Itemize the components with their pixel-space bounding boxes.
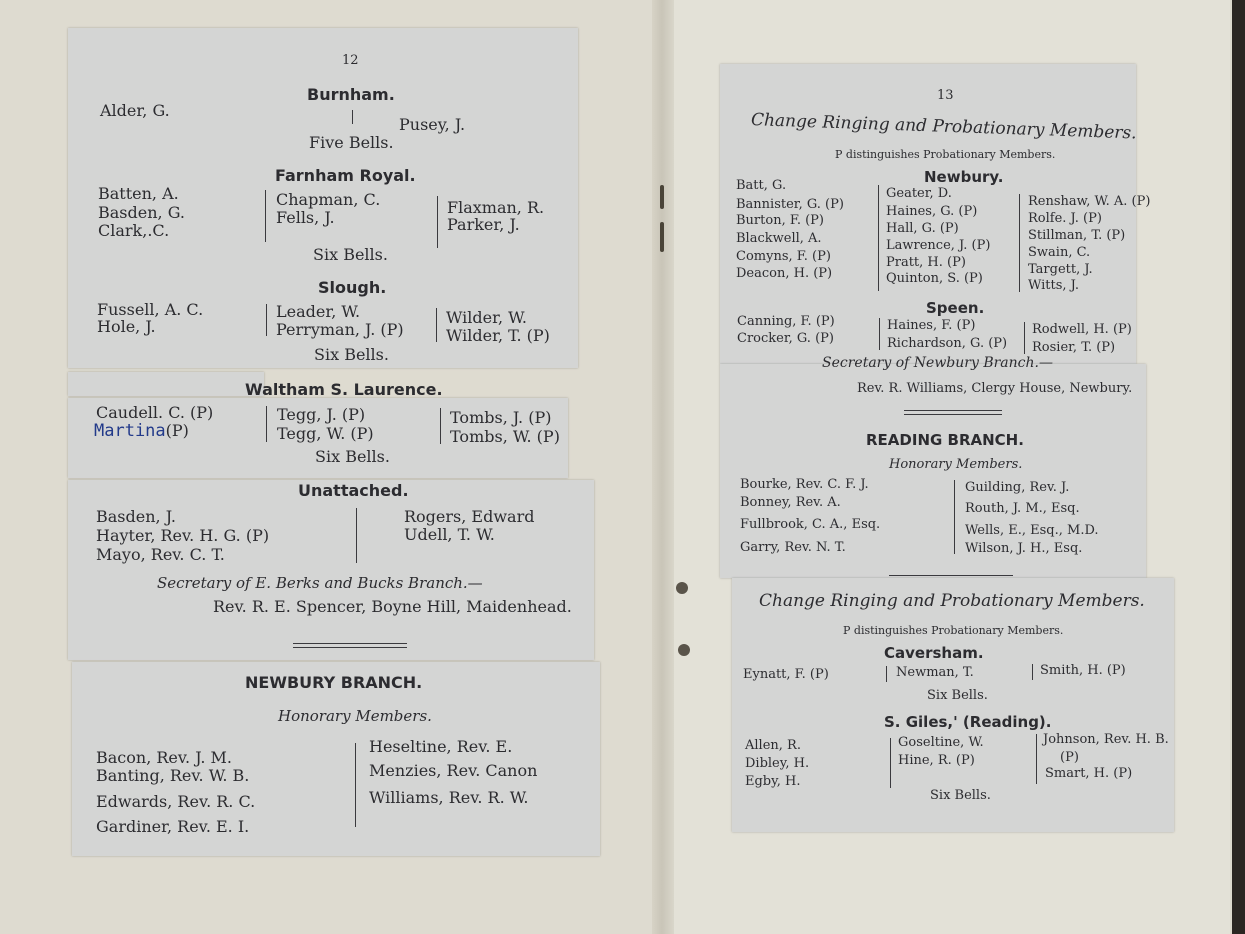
member: Caudell. C. (P) xyxy=(96,403,214,422)
honorary-members-label: Honorary Members. xyxy=(278,707,432,725)
member-pusey: Pusey, J. xyxy=(399,115,466,134)
member: Hine, R. (P) xyxy=(898,753,975,768)
staple-middle xyxy=(660,222,664,252)
page-number-right: 13 xyxy=(937,88,954,103)
member: Tegg, J. (P) xyxy=(277,405,366,424)
book-gutter xyxy=(652,0,674,934)
member: Rolfe. J. (P) xyxy=(1028,211,1102,226)
member-alder: Alder, G. xyxy=(100,101,170,120)
member: Comyns, F. (P) xyxy=(736,249,831,264)
probationary-note: P distinguishes Probationary Members. xyxy=(835,148,1056,161)
member: (P) xyxy=(1060,750,1079,765)
reading-honorary-label: Honorary Members. xyxy=(889,457,1023,472)
member: Perryman, J. (P) xyxy=(276,320,404,339)
member: Goseltine, W. xyxy=(898,735,984,750)
member: Burton, F. (P) xyxy=(736,213,824,228)
page-number-left: 12 xyxy=(342,53,359,68)
heading-newbury: Newbury. xyxy=(924,168,1004,186)
column-rule xyxy=(890,738,891,788)
member: Flaxman, R. xyxy=(447,198,545,217)
member: Deacon, H. (P) xyxy=(736,266,833,281)
member: Basden, J. xyxy=(96,507,176,526)
heading-speen: Speen. xyxy=(926,299,985,317)
member: Rosier, T. (P) xyxy=(1032,340,1116,355)
handwritten-p: (P) xyxy=(165,421,189,440)
left-clipping-strip xyxy=(68,372,264,396)
member: Wilder, W. xyxy=(446,308,527,327)
member: Gardiner, Rev. E. I. xyxy=(96,817,250,836)
column-rule xyxy=(356,508,357,563)
member: Hall, G. (P) xyxy=(886,221,959,236)
heading-slough: Slough. xyxy=(318,278,387,297)
member: Bannister, G. (P) xyxy=(736,197,844,212)
change-ringing-title: Change Ringing and Probationary Members. xyxy=(750,110,1137,144)
bells-slough: Six Bells. xyxy=(314,345,389,364)
member: Williams, Rev. R. W. xyxy=(369,788,529,807)
heading-farnham-royal: Farnham Royal. xyxy=(275,166,416,185)
member: Leader, W. xyxy=(276,302,361,321)
member: Witts, J. xyxy=(1028,278,1080,293)
secretary-name: Rev. R. E. Spencer, Boyne Hill, Maidenhead. xyxy=(213,597,572,616)
heading-waltham: Waltham S. Laurence. xyxy=(245,380,443,399)
member: Bonney, Rev. A. xyxy=(740,495,841,510)
member: Rodwell, H. (P) xyxy=(1032,322,1132,337)
member: Egby, H. xyxy=(745,774,801,789)
column-rule xyxy=(266,304,267,336)
member: Basden, G. xyxy=(98,203,185,222)
column-rule xyxy=(878,185,879,291)
column-rule xyxy=(437,196,438,248)
section-rule xyxy=(889,575,1013,576)
member: Heseltine, Rev. E. xyxy=(369,737,513,756)
bells-farnham: Six Bells. xyxy=(313,245,388,264)
member: Dibley, H. xyxy=(745,756,810,771)
member: Bacon, Rev. J. M. xyxy=(96,748,233,767)
member: Parker, J. xyxy=(447,215,520,234)
member: Renshaw, W. A. (P) xyxy=(1028,194,1151,209)
member: Menzies, Rev. Canon xyxy=(369,761,538,780)
newbury-secretary-label: Secretary of Newbury Branch.— xyxy=(822,355,1053,371)
binding-hole-top xyxy=(676,582,688,594)
staple-top xyxy=(660,185,664,209)
column-rule xyxy=(355,743,356,827)
member: Hole, J. xyxy=(97,317,156,336)
member: Crocker, G. (P) xyxy=(737,331,834,346)
member: Smart, H. (P) xyxy=(1045,766,1133,781)
column-rule xyxy=(436,308,437,342)
secretary-label: Secretary of E. Berks and Bucks Branch.— xyxy=(157,574,483,592)
probationary-note-2: P distinguishes Probationary Members. xyxy=(843,624,1064,637)
handwritten-entry xyxy=(94,421,189,441)
member: Udell, T. W. xyxy=(404,525,495,544)
member: Johnson, Rev. H. B. xyxy=(1043,732,1169,747)
member: Wilson, J. H., Esq. xyxy=(965,541,1083,556)
heading-burnham: Burnham. xyxy=(307,85,395,104)
member: Wilder, T. (P) xyxy=(446,326,550,345)
member: Targett, J. xyxy=(1028,262,1093,277)
member: Stillman, T. (P) xyxy=(1028,228,1126,243)
column-rule xyxy=(266,406,267,442)
member: Tombs, J. (P) xyxy=(450,408,552,427)
member: Guilding, Rev. J. xyxy=(965,480,1070,495)
member: Edwards, Rev. R. C. xyxy=(96,792,256,811)
member: Fullbrook, C. A., Esq. xyxy=(740,517,881,532)
member: Tombs, W. (P) xyxy=(450,427,560,446)
member: Pratt, H. (P) xyxy=(886,255,966,270)
binding-hole-bottom xyxy=(678,644,690,656)
member: Clark,.C. xyxy=(98,221,170,240)
member: Newman, T. xyxy=(896,665,974,680)
column-rule xyxy=(1024,322,1025,354)
member: Quinton, S. (P) xyxy=(886,271,983,286)
heading-s-giles: S. Giles,' (Reading). xyxy=(884,713,1052,731)
double-rule xyxy=(293,643,407,648)
bells-caversham: Six Bells. xyxy=(927,688,988,703)
column-rule xyxy=(440,408,441,444)
member: Batt, G. xyxy=(736,178,787,193)
change-ringing-title-2: Change Ringing and Probationary Members. xyxy=(759,591,1145,611)
member: Mayo, Rev. C. T. xyxy=(96,545,225,564)
member: Haines, F. (P) xyxy=(887,318,976,333)
member: Smith, H. (P) xyxy=(1040,663,1126,678)
member: Banting, Rev. W. B. xyxy=(96,766,250,785)
column-rule xyxy=(886,666,887,682)
column-rule xyxy=(1032,664,1033,680)
member: Canning, F. (P) xyxy=(737,314,835,329)
double-rule xyxy=(904,410,1002,415)
column-rule xyxy=(879,318,880,350)
member: Fussell, A. C. xyxy=(97,300,204,319)
member: Haines, G. (P) xyxy=(886,204,978,219)
member: Allen, R. xyxy=(745,738,801,753)
heading-unattached: Unattached. xyxy=(298,481,409,500)
column-rule xyxy=(1019,194,1020,292)
newbury-secretary: Rev. R. Williams, Clergy House, Newbury. xyxy=(857,381,1133,396)
member: Richardson, G. (P) xyxy=(887,336,1008,351)
handwritten-name: Martina xyxy=(94,421,166,441)
heading-newbury-branch: NEWBURY BRANCH. xyxy=(245,673,423,692)
member: Chapman, C. xyxy=(276,190,381,209)
column-rule xyxy=(352,110,353,124)
member: Fells, J. xyxy=(276,208,335,227)
heading-caversham: Caversham. xyxy=(884,644,984,662)
member: Eynatt, F. (P) xyxy=(743,667,829,682)
column-rule xyxy=(954,480,955,554)
member: Lawrence, J. (P) xyxy=(886,238,991,253)
member: Batten, A. xyxy=(98,184,179,203)
member: Bourke, Rev. C. F. J. xyxy=(740,477,869,492)
column-rule xyxy=(265,190,266,242)
member: Rogers, Edward xyxy=(404,507,535,526)
heading-reading-branch: READING BRANCH. xyxy=(866,431,1024,449)
bells-s-giles: Six Bells. xyxy=(930,788,991,803)
member: Hayter, Rev. H. G. (P) xyxy=(96,526,270,545)
column-rule xyxy=(1036,734,1037,784)
member: Geater, D. xyxy=(886,186,952,201)
member: Routh, J. M., Esq. xyxy=(965,501,1080,516)
member: Garry, Rev. N. T. xyxy=(740,540,846,555)
bells-burnham: Five Bells. xyxy=(309,133,394,152)
member: Tegg, W. (P) xyxy=(277,424,374,443)
member: Blackwell, A. xyxy=(736,231,822,246)
member: Wells, E., Esq., M.D. xyxy=(965,523,1099,538)
member: Swain, C. xyxy=(1028,245,1091,260)
bells-waltham: Six Bells. xyxy=(315,447,390,466)
